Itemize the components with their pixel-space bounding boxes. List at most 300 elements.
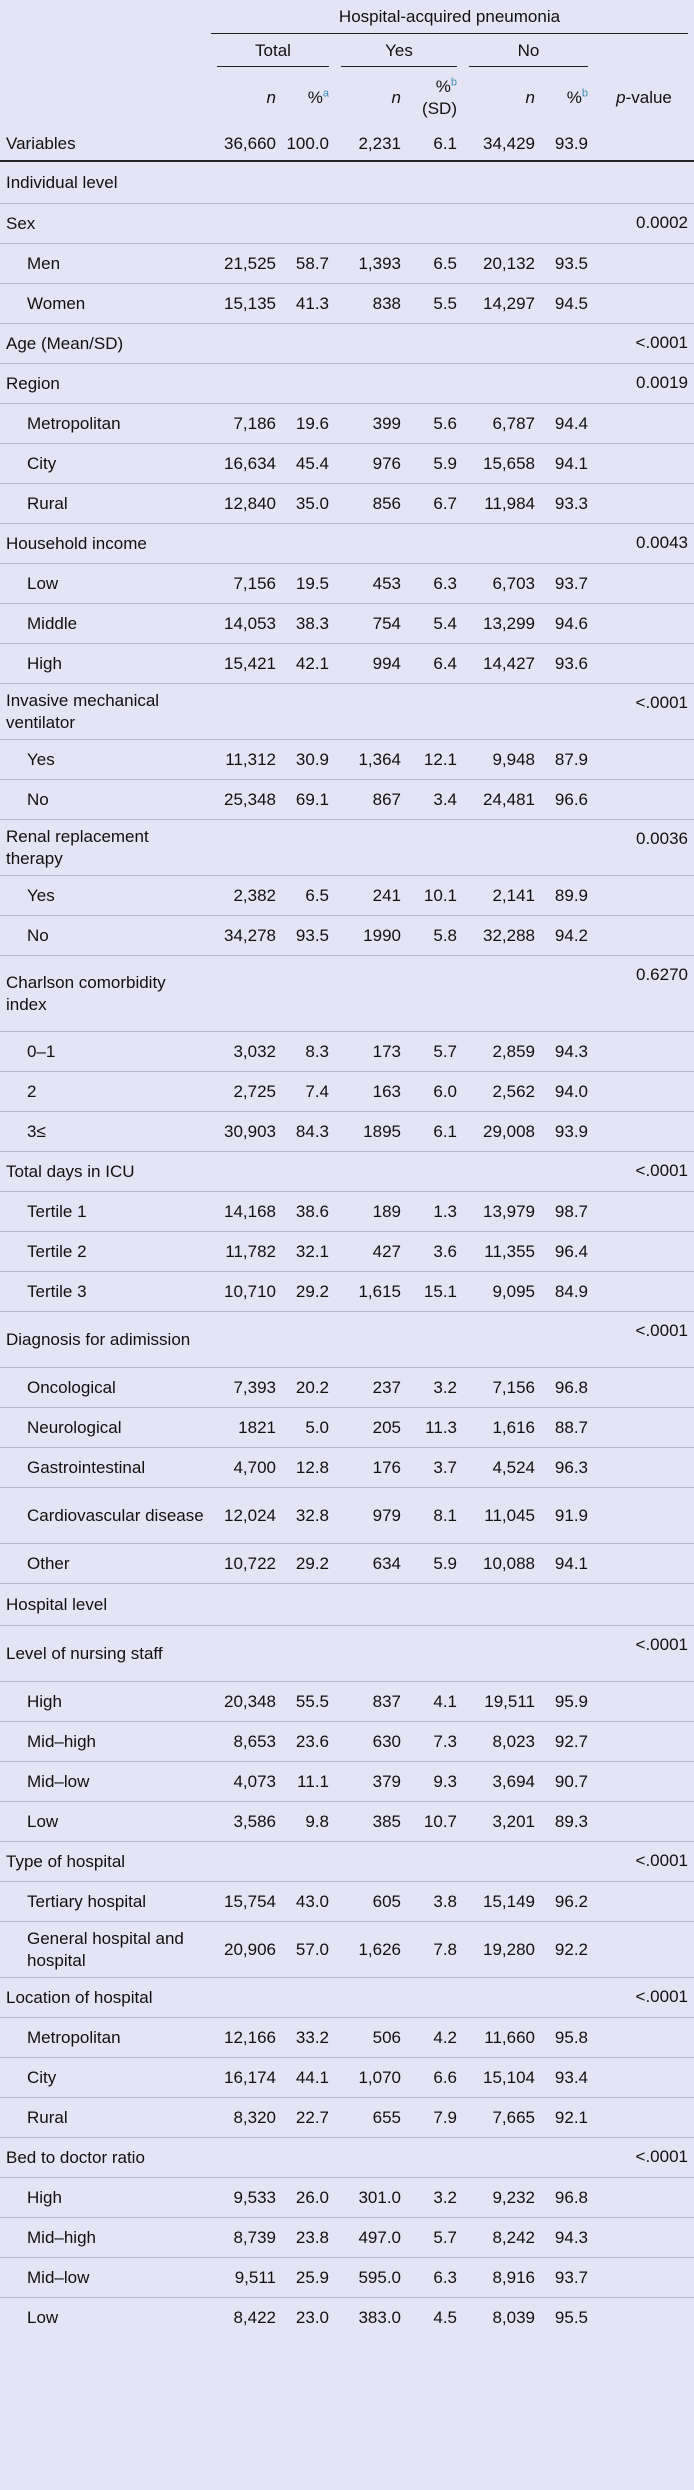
variables-no-pct: 93.9: [541, 128, 594, 162]
pvalue-cell: [594, 244, 694, 284]
total-n-cell: 15,754: [211, 1882, 282, 1922]
no-pct-cell: 96.2: [541, 1882, 594, 1922]
no-n-cell: 15,149: [463, 1882, 541, 1922]
pvalue-cell: [594, 2178, 694, 2218]
empty-cell: [282, 2138, 335, 2178]
no-n-cell: 8,916: [463, 2258, 541, 2298]
yes-n-cell: 399: [335, 404, 407, 444]
no-pct-cell: 95.5: [554, 2308, 588, 2327]
yes-n-cell: 837: [335, 1682, 407, 1722]
no-n-cell: 32,288: [463, 916, 541, 956]
total-header: Total: [217, 36, 329, 67]
total-pct-cell: 11.1: [282, 1762, 335, 1802]
no-pct-cell: 89.9: [541, 876, 594, 916]
empty-cell: [211, 324, 282, 364]
pvalue-cell: [594, 604, 694, 644]
pvalue-cell: <.0001: [594, 324, 694, 364]
variables-total-pct: 100.0: [282, 128, 335, 162]
total-pct-cell: 7.4: [282, 1072, 335, 1112]
empty-cell: [335, 524, 407, 564]
variables-pvalue: [594, 128, 694, 162]
total-n-cell: 2,725: [211, 1072, 282, 1112]
yes-pct-cell: 6.5: [407, 244, 463, 284]
empty-cell: [541, 956, 594, 1032]
total-n-cell: 10,710: [211, 1272, 282, 1312]
total-pct-cell: 32.8: [282, 1488, 335, 1544]
empty-cell: [211, 204, 282, 244]
row-label: Metropolitan: [0, 404, 211, 444]
empty-cell: [463, 1842, 541, 1882]
variables-yes-n: 2,231: [335, 128, 407, 162]
empty-cell: [463, 956, 541, 1032]
row-label: Oncological: [0, 1368, 211, 1408]
pvalue-cell: [594, 1192, 694, 1232]
yes-n-cell: 754: [335, 604, 407, 644]
total-n-cell: 21,525: [211, 244, 282, 284]
total-n-cell: 8,739: [211, 2218, 282, 2258]
total-pct-cell: 32.1: [282, 1232, 335, 1272]
empty-cell: [211, 524, 282, 564]
yes-n-cell: 453: [335, 564, 407, 604]
row-label: Low: [0, 564, 211, 604]
empty-cell: [335, 2138, 407, 2178]
yes-pct-cell: 12.1: [407, 740, 463, 780]
row-label: Rural: [0, 2098, 211, 2138]
no-n-cell: 11,355: [463, 1232, 541, 1272]
no-n-cell: 6,787: [463, 404, 541, 444]
total-n-cell: 16,634: [211, 444, 282, 484]
pvalue-cell: [594, 2298, 694, 2338]
total-pct-cell: 19.6: [282, 404, 335, 444]
no-n-cell: 20,132: [463, 244, 541, 284]
total-n-cell: 2,382: [211, 876, 282, 916]
empty-cell: [282, 1152, 335, 1192]
pvalue-cell: [594, 444, 694, 484]
empty-cell: [282, 364, 335, 404]
empty-cell: [211, 684, 282, 740]
row-label: Yes: [0, 740, 211, 780]
empty-cell: [211, 1312, 282, 1368]
pvalue-cell: [594, 1112, 694, 1152]
yes-pct-cell: 1.3: [407, 1192, 463, 1232]
no-header: No: [469, 36, 588, 67]
no-pct-cell: 93.7: [541, 2258, 594, 2298]
group-label: Household income: [0, 524, 211, 564]
yes-n-cell: 979: [335, 1488, 407, 1544]
empty-cell: [335, 956, 407, 1032]
empty-cell: [335, 1152, 407, 1192]
total-n-cell: 4,073: [211, 1762, 282, 1802]
row-label: Gastrointestinal: [0, 1448, 211, 1488]
no-n-cell: 7,665: [463, 2098, 541, 2138]
no-n-cell: 8,023: [463, 1722, 541, 1762]
pvalue-cell: [594, 1408, 694, 1448]
no-pct-cell: 94.0: [541, 1072, 594, 1112]
yes-n-cell: 605: [335, 1882, 407, 1922]
yes-n-cell: 856: [335, 484, 407, 524]
total-pct-cell: 33.2: [282, 2018, 335, 2058]
total-n-cell: 11,312: [211, 740, 282, 780]
yes-n-cell: 163: [335, 1072, 407, 1112]
total-n-cell: 25,348: [211, 780, 282, 820]
total-pct-cell: 29.2: [282, 1544, 335, 1584]
variables-yes-pct: 6.1: [407, 128, 463, 162]
total-n-cell: 14,168: [211, 1192, 282, 1232]
yes-n-cell: 173: [335, 1032, 407, 1072]
empty-cell: [282, 1626, 335, 1682]
row-label: 3≤: [0, 1112, 211, 1152]
no-pct-cell: 94.2: [541, 916, 594, 956]
group-label: Sex: [0, 204, 211, 244]
row-label: Mid–high: [0, 1722, 211, 1762]
yes-n-cell: 1895: [335, 1112, 407, 1152]
no-pct-cell: 94.6: [541, 604, 594, 644]
row-label: No: [0, 780, 211, 820]
pvalue-cell: <.0001: [594, 1312, 694, 1368]
no-pct-cell: 94.3: [541, 2218, 594, 2258]
yes-n-cell: 595.0: [335, 2258, 407, 2298]
yes-n-cell: 630: [335, 1722, 407, 1762]
pvalue-cell: [594, 644, 694, 684]
yes-pct-cell: 3.2: [407, 1368, 463, 1408]
pvalue-cell: [594, 1544, 694, 1584]
yes-pct-cell: 6.6: [407, 2058, 463, 2098]
total-pct-cell: 44.1: [282, 2058, 335, 2098]
total-n-cell: 15,421: [211, 644, 282, 684]
empty-cell: [463, 324, 541, 364]
total-pct-cell: 19.5: [282, 564, 335, 604]
no-n-header: n: [525, 88, 535, 107]
no-n-cell: 4,524: [463, 1448, 541, 1488]
variables-total-n: 36,660: [211, 128, 282, 162]
no-pct-cell: 90.7: [541, 1762, 594, 1802]
total-pct-cell: 23.6: [282, 1722, 335, 1762]
row-label: Mid–high: [0, 2218, 211, 2258]
no-n-cell: 13,299: [463, 604, 541, 644]
yes-n-header: n: [391, 88, 401, 107]
total-pct-cell: 57.0: [282, 1922, 335, 1978]
no-n-cell: 15,658: [463, 444, 541, 484]
group-label: Total days in ICU: [0, 1152, 211, 1192]
header-blank-2: [0, 34, 211, 68]
pvalue-cell: [594, 284, 694, 324]
total-pct-cell: 30.9: [282, 740, 335, 780]
empty-cell: [335, 684, 407, 740]
total-n-cell: 12,024: [211, 1488, 282, 1544]
section-label: Individual level: [0, 162, 694, 204]
total-pct-header: %$^a$: [307, 87, 329, 107]
empty-cell: [407, 204, 463, 244]
no-pct-cell: 92.7: [541, 1722, 594, 1762]
yes-pct-cell: 6.7: [407, 484, 463, 524]
group-label: Diagnosis for adimission: [0, 1312, 211, 1368]
row-label: Low: [27, 2308, 59, 2327]
pvalue-cell: [594, 1272, 694, 1312]
empty-cell: [407, 956, 463, 1032]
yes-pct-cell: 6.1: [407, 1112, 463, 1152]
total-pct-cell: 23.8: [282, 2218, 335, 2258]
total-pct-cell: 12.8: [282, 1448, 335, 1488]
row-label: Mid–low: [0, 2258, 211, 2298]
empty-cell: [282, 1842, 335, 1882]
yes-n-cell: 634: [335, 1544, 407, 1584]
no-n-cell: 8,039: [492, 2308, 535, 2327]
empty-cell: [541, 324, 594, 364]
yes-header-wrap: [335, 34, 463, 68]
no-n-cell: 2,859: [463, 1032, 541, 1072]
yes-pct-cell: 4.5: [433, 2308, 457, 2327]
yes-n-cell: 379: [335, 1762, 407, 1802]
no-pct-cell: 91.9: [541, 1488, 594, 1544]
empty-cell: [407, 684, 463, 740]
yes-pct-cell: 3.6: [407, 1232, 463, 1272]
row-label: Neurological: [0, 1408, 211, 1448]
pvalue-cell: [594, 1802, 694, 1842]
empty-cell: [463, 1152, 541, 1192]
no-pct-cell: 93.9: [541, 1112, 594, 1152]
no-n-cell: 24,481: [463, 780, 541, 820]
yes-pct-cell: 9.3: [407, 1762, 463, 1802]
empty-cell: [541, 364, 594, 404]
no-pct-cell: 94.5: [541, 284, 594, 324]
pvalue-cell: [594, 1072, 694, 1112]
no-n-cell: 15,104: [463, 2058, 541, 2098]
total-n-cell: 16,174: [211, 2058, 282, 2098]
empty-cell: [463, 524, 541, 564]
empty-cell: [282, 324, 335, 364]
yes-pct-cell: 5.9: [407, 444, 463, 484]
pvalue-cell: [594, 1488, 694, 1544]
empty-cell: [463, 1626, 541, 1682]
no-n-cell: 14,427: [463, 644, 541, 684]
pvalue-cell: <.0001: [594, 1152, 694, 1192]
no-pct-cell: 93.6: [541, 644, 594, 684]
group-title: Hospital-acquired pneumonia: [211, 0, 688, 34]
group-label: Location of hospital: [0, 1978, 211, 2018]
no-pct-cell: 94.1: [541, 1544, 594, 1584]
empty-cell: [407, 1152, 463, 1192]
empty-cell: [407, 820, 463, 876]
no-n-cell: 8,242: [463, 2218, 541, 2258]
pvalue-cell: [594, 2058, 694, 2098]
yes-n-cell: 241: [335, 876, 407, 916]
empty-cell: [541, 1842, 594, 1882]
pvalue-cell: [594, 2218, 694, 2258]
row-label: 2: [0, 1072, 211, 1112]
no-pct-header: %$^b$: [566, 87, 588, 107]
pvalue-cell: [594, 1448, 694, 1488]
pvalue-cell: <.0001: [594, 1978, 694, 2018]
empty-cell: [282, 820, 335, 876]
no-pct-cell: 95.8: [541, 2018, 594, 2058]
yes-n-cell: 867: [335, 780, 407, 820]
empty-cell: [282, 684, 335, 740]
yes-n-cell: 976: [335, 444, 407, 484]
empty-cell: [463, 820, 541, 876]
yes-pct-cell: 6.4: [407, 644, 463, 684]
total-n-cell: 15,135: [211, 284, 282, 324]
empty-cell: [541, 1312, 594, 1368]
total-n-cell: 8,422: [233, 2308, 276, 2327]
yes-n-cell: 497.0: [335, 2218, 407, 2258]
empty-cell: [282, 1978, 335, 2018]
total-n-cell: 9,511: [211, 2258, 282, 2298]
total-pct-cell: 58.7: [282, 244, 335, 284]
no-pct-cell: 94.4: [541, 404, 594, 444]
no-pct-cell: 88.7: [541, 1408, 594, 1448]
pvalue-cell: <.0001: [594, 1842, 694, 1882]
total-pct-cell: 38.3: [282, 604, 335, 644]
empty-cell: [282, 1312, 335, 1368]
no-pct-cell: 96.8: [541, 1368, 594, 1408]
row-label: Middle: [0, 604, 211, 644]
row-label: High: [0, 2178, 211, 2218]
row-label: Tertile 2: [0, 1232, 211, 1272]
pvalue-cell: <.0001: [594, 2138, 694, 2178]
total-n-cell: 11,782: [211, 1232, 282, 1272]
row-label: Women: [0, 284, 211, 324]
row-label: Mid–low: [0, 1762, 211, 1802]
yes-pct-cell: 6.3: [407, 2258, 463, 2298]
group-label: Charlson comorbidity index: [0, 956, 211, 1032]
total-pct-cell: 20.2: [282, 1368, 335, 1408]
row-label: City: [0, 444, 211, 484]
pvalue-cell: <.0001: [594, 1626, 694, 1682]
row-label: Metropolitan: [0, 2018, 211, 2058]
yes-pct-cell: 3.2: [407, 2178, 463, 2218]
total-pct-cell: 93.5: [282, 916, 335, 956]
pvalue-cell: [594, 1682, 694, 1722]
yes-pct-cell: 6.0: [407, 1072, 463, 1112]
no-header-wrap: [463, 34, 594, 68]
empty-cell: [407, 1978, 463, 2018]
total-header-wrap: [211, 34, 335, 68]
total-n-cell: 7,156: [211, 564, 282, 604]
no-pct-cell: 95.9: [541, 1682, 594, 1722]
no-n-cell: 11,984: [463, 484, 541, 524]
empty-cell: [282, 204, 335, 244]
row-label: Other: [0, 1544, 211, 1584]
total-n-cell: 3,032: [211, 1032, 282, 1072]
section-label: Hospital level: [0, 1584, 694, 1626]
empty-cell: [541, 524, 594, 564]
empty-cell: [407, 364, 463, 404]
row-label: Tertile 1: [0, 1192, 211, 1232]
yes-n-cell: 1,626: [335, 1922, 407, 1978]
yes-pct-cell: 5.6: [407, 404, 463, 444]
empty-cell: [407, 324, 463, 364]
yes-pct-cell: 10.1: [407, 876, 463, 916]
empty-cell: [211, 364, 282, 404]
yes-n-cell: 838: [335, 284, 407, 324]
total-pct-cell: 8.3: [282, 1032, 335, 1072]
total-pct-cell: 69.1: [282, 780, 335, 820]
no-n-cell: 3,694: [463, 1762, 541, 1802]
empty-cell: [541, 2138, 594, 2178]
yes-pct-cell: 4.1: [407, 1682, 463, 1722]
no-n-cell: 19,511: [463, 1682, 541, 1722]
total-n-cell: 12,166: [211, 2018, 282, 2058]
yes-n-cell: 385: [335, 1802, 407, 1842]
empty-cell: [463, 1978, 541, 2018]
total-pct-cell: 55.5: [282, 1682, 335, 1722]
yes-n-cell: 994: [335, 644, 407, 684]
row-label: High: [0, 1682, 211, 1722]
pvalue-cell: [594, 484, 694, 524]
yes-pct-cell: 4.2: [407, 2018, 463, 2058]
pvalue-cell: [594, 2018, 694, 2058]
group-label: Level of nursing staff: [0, 1626, 211, 1682]
total-pct-cell: 6.5: [282, 876, 335, 916]
header-blank: [0, 0, 211, 34]
empty-cell: [463, 2138, 541, 2178]
no-n-cell: 29,008: [463, 1112, 541, 1152]
no-pct-cell: 92.1: [541, 2098, 594, 2138]
empty-cell: [211, 956, 282, 1032]
header-blank-3: [594, 34, 694, 68]
group-label: Region: [0, 364, 211, 404]
total-n-cell: 7,393: [211, 1368, 282, 1408]
no-pct-cell: 87.9: [541, 740, 594, 780]
pvalue-cell: [594, 876, 694, 916]
yes-pct-cell: 7.9: [407, 2098, 463, 2138]
empty-cell: [335, 820, 407, 876]
no-pct-cell: 93.3: [541, 484, 594, 524]
total-n-cell: 30,903: [211, 1112, 282, 1152]
no-n-cell: 9,948: [463, 740, 541, 780]
yes-pct-cell: 6.3: [407, 564, 463, 604]
no-n-cell: 14,297: [463, 284, 541, 324]
pvalue-cell: <.0001: [594, 684, 694, 740]
pvalue-cell: [594, 1922, 694, 1978]
row-label: Rural: [0, 484, 211, 524]
no-n-cell: 2,562: [463, 1072, 541, 1112]
total-pct-cell: 25.9: [282, 2258, 335, 2298]
empty-cell: [211, 1978, 282, 2018]
group-label: Invasive mechanical ventilator: [0, 684, 211, 740]
pvalue-cell: [594, 1232, 694, 1272]
empty-cell: [211, 820, 282, 876]
yes-n-cell: 1,615: [335, 1272, 407, 1312]
total-pct-cell: 22.7: [282, 2098, 335, 2138]
no-n-cell: 13,979: [463, 1192, 541, 1232]
no-n-cell: 19,280: [463, 1922, 541, 1978]
row-label: Cardiovascular disease: [0, 1488, 211, 1544]
empty-cell: [541, 820, 594, 876]
total-pct-cell: 9.8: [282, 1802, 335, 1842]
yes-pct-cell: 5.5: [407, 284, 463, 324]
total-n-cell: 14,053: [211, 604, 282, 644]
pvalue-cell: [594, 1368, 694, 1408]
total-n-cell: 34,278: [211, 916, 282, 956]
yes-pct-cell: 5.7: [407, 1032, 463, 1072]
total-n-cell: 20,348: [211, 1682, 282, 1722]
pvalue-cell: [594, 2258, 694, 2298]
yes-pct-cell: 7.3: [407, 1722, 463, 1762]
empty-cell: [541, 1152, 594, 1192]
yes-n-cell: 237: [335, 1368, 407, 1408]
empty-cell: [407, 1626, 463, 1682]
group-label: Renal replacement therapy: [0, 820, 211, 876]
yes-pct-cell: 5.9: [407, 1544, 463, 1584]
row-label: Low: [0, 1802, 211, 1842]
empty-cell: [335, 1842, 407, 1882]
yes-pct-cell: 3.8: [407, 1882, 463, 1922]
empty-cell: [335, 1626, 407, 1682]
group-label: Bed to doctor ratio: [0, 2138, 211, 2178]
total-pct-cell: 23.0: [295, 2308, 329, 2327]
total-pct-cell: 84.3: [282, 1112, 335, 1152]
